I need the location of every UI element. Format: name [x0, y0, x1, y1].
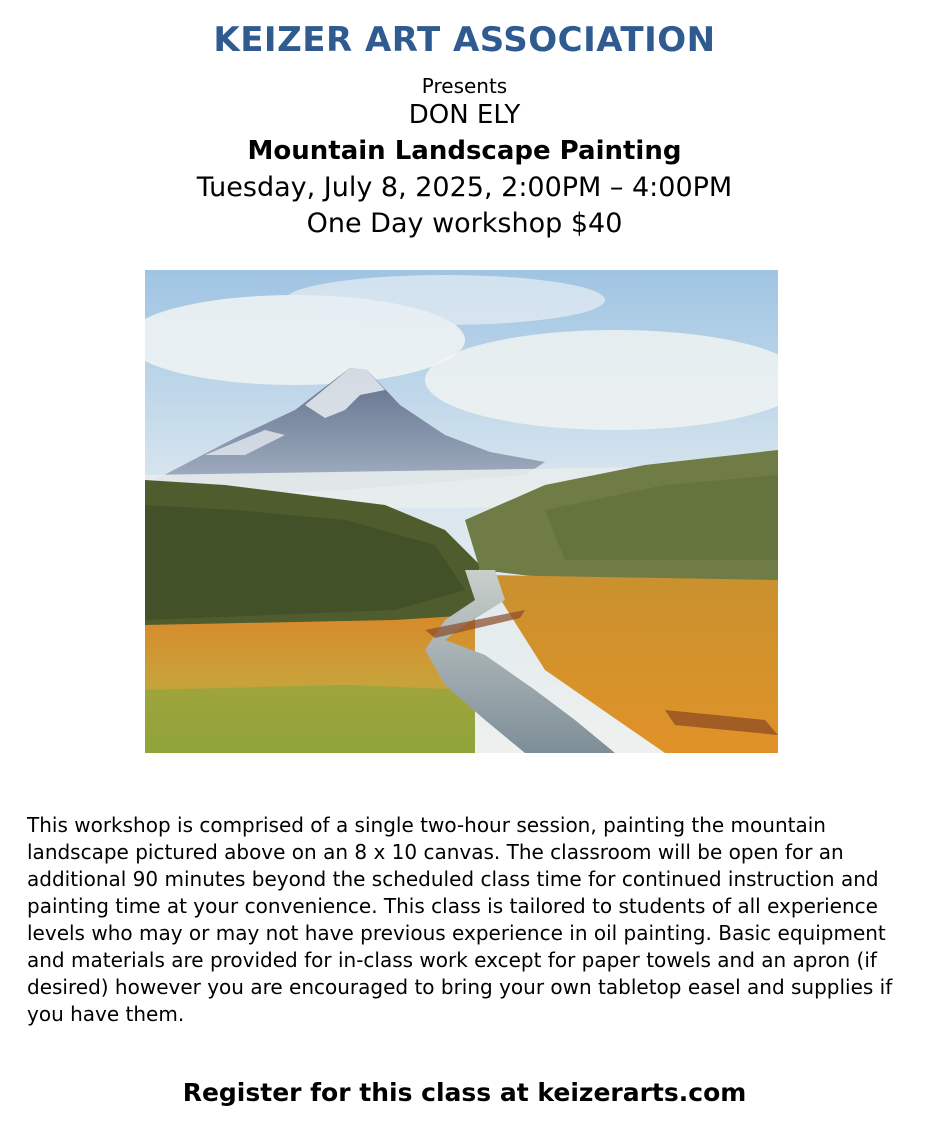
organization-title: KEIZER ART ASSOCIATION — [213, 20, 716, 60]
artist-name: DON ELY — [408, 100, 521, 130]
mountain-landscape-painting — [145, 270, 778, 753]
workshop-datetime: Tuesday, July 8, 2025, 2:00PM – 4:00PM — [196, 172, 733, 203]
workshop-description: This workshop is comprised of a single two-hour session, painting the mountain landscape pictured above on an 8 x 10 canvas. The classroom will be open for an additional 90 minutes beyond the scheduled class time for continued instruction and painting time at your convenience. This class is tailored to students of all experience levels who may or may not have previous experience in oil painting. Basic equipment and materials are provided for in-class work except for paper towels and an apron (if desired) however you are encouraged to bring your own tabletop easel and supplies if you have them. — [27, 813, 893, 1026]
presents-label: Presents — [421, 74, 508, 98]
workshop-price: One Day workshop $40 — [306, 208, 623, 239]
workshop-title: Mountain Landscape Painting — [247, 136, 682, 166]
registration-info: Register for this class at keizerarts.com — [182, 1078, 747, 1107]
